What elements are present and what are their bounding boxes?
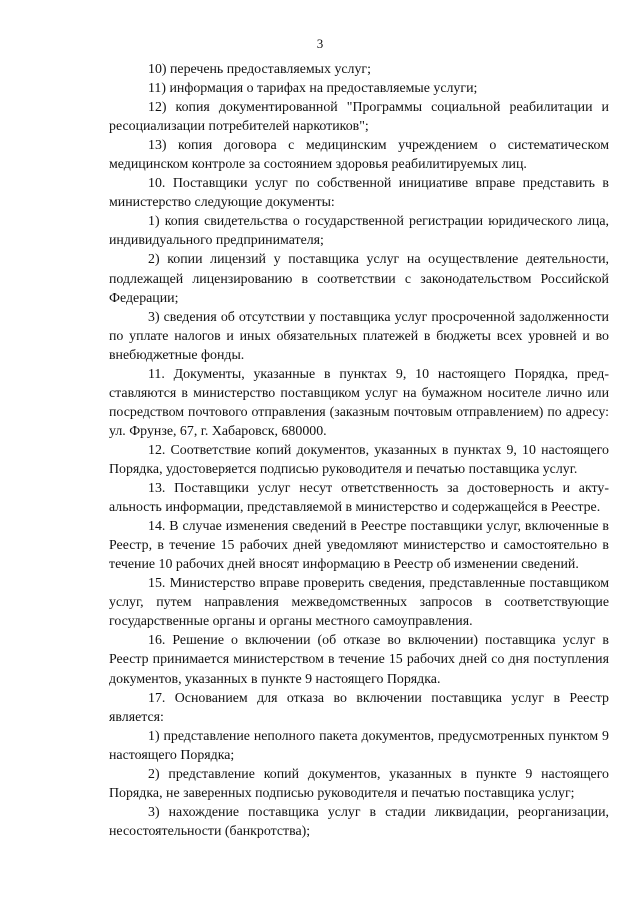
paragraph: 13. Поставщики услуг несут ответственность за достоверность и актуальность информации, представляемой в министерство и содержащейся в Реестре. xyxy=(109,481,609,516)
paragraph: 2) представление копий документов, указанных в пункте 9 настоящего Порядка, не заверенных подписью руководителя и печатью поставщика услуг; xyxy=(109,766,609,801)
paragraph: 17. Основанием для отказа во включении поставщика услуг в Реестр является: xyxy=(109,690,609,725)
page-body xyxy=(109,60,609,841)
paragraph: 1) копия свидетельства о государственной регистрации юридического лица, индивидуального предпринимателя; xyxy=(109,214,609,249)
paragraph: 10) перечень предоставляемых услуг; xyxy=(148,62,371,77)
paragraph: 3) сведения об отсутствии у поставщика услуг просроченной задолженности по уплате налогов и иных обязательных платежей в бюджеты всех уровней и во внебюджетные фонды. xyxy=(109,309,609,363)
paragraph: 13) копия договора с медицинским учреждением о систематическом медицинском контроле за состоянием здоровья реабилитируемых лиц. xyxy=(109,138,609,173)
paragraph: 12. Соответствие копий документов, указанных в пунктах 9, 10 настоящего Порядка, удостоверяется подписью руководителя и печатью поставщика услуг. xyxy=(109,442,609,477)
paragraph: 2) копии лицензий у поставщика услуг на осуществление деятельности, подлежащей лицензированию в соответствии с законодательством Российской Федерации; xyxy=(109,252,609,306)
paragraph: 10. Поставщики услуг по собственной инициативе вправе представить в министерство следующие документы: xyxy=(109,176,609,211)
paragraph: 3) нахождение поставщика услуг в стадии ликвидации, реорганизации, несостоятельности (банкротства); xyxy=(109,804,609,839)
paragraph: 11. Документы, указанные в пунктах 9, 10 настоящего Порядка, представляются в министерство поставщиком услуг на бумажном носителе лично или посредством почтового отправления (заказным почтовым отправлением) по адресу: ул. Фрунзе, 67, г. Хабаровск, 680000. xyxy=(109,366,609,439)
paragraph: 1) представление неполного пакета документов, предусмотренных пунктом 9 настоящего Порядка; xyxy=(109,728,609,763)
paragraph: 12) копия документированной "Программы социальной реабилитации и ресоциализации потребителей наркотиков"; xyxy=(109,100,609,135)
paragraph: 14. В случае изменения сведений в Реестре поставщики услуг, включенные в Реестр, в течение 15 рабочих дней уведомляют министерство и самостоятельно в течение 10 рабочих дней вносят информацию в Реестр об изменении сведений. xyxy=(109,519,609,573)
paragraph: 11) информация о тарифах на предоставляемые услуги; xyxy=(148,81,478,97)
paragraph: 15. Министерство вправе проверить сведения, представленные поставщиком услуг, путем направления межведомственных запросов в соответствующие государственные органы и органы местного самоуправления. xyxy=(109,576,609,630)
page-number: 3 xyxy=(316,36,324,51)
paragraph: 16. Решение о включении (об отказе во включении) поставщика услуг в Реестр принимается министерством в течение 15 рабочих дней со дня поступления документов, указанных в пункте 9 настоящего Порядка. xyxy=(109,633,609,687)
